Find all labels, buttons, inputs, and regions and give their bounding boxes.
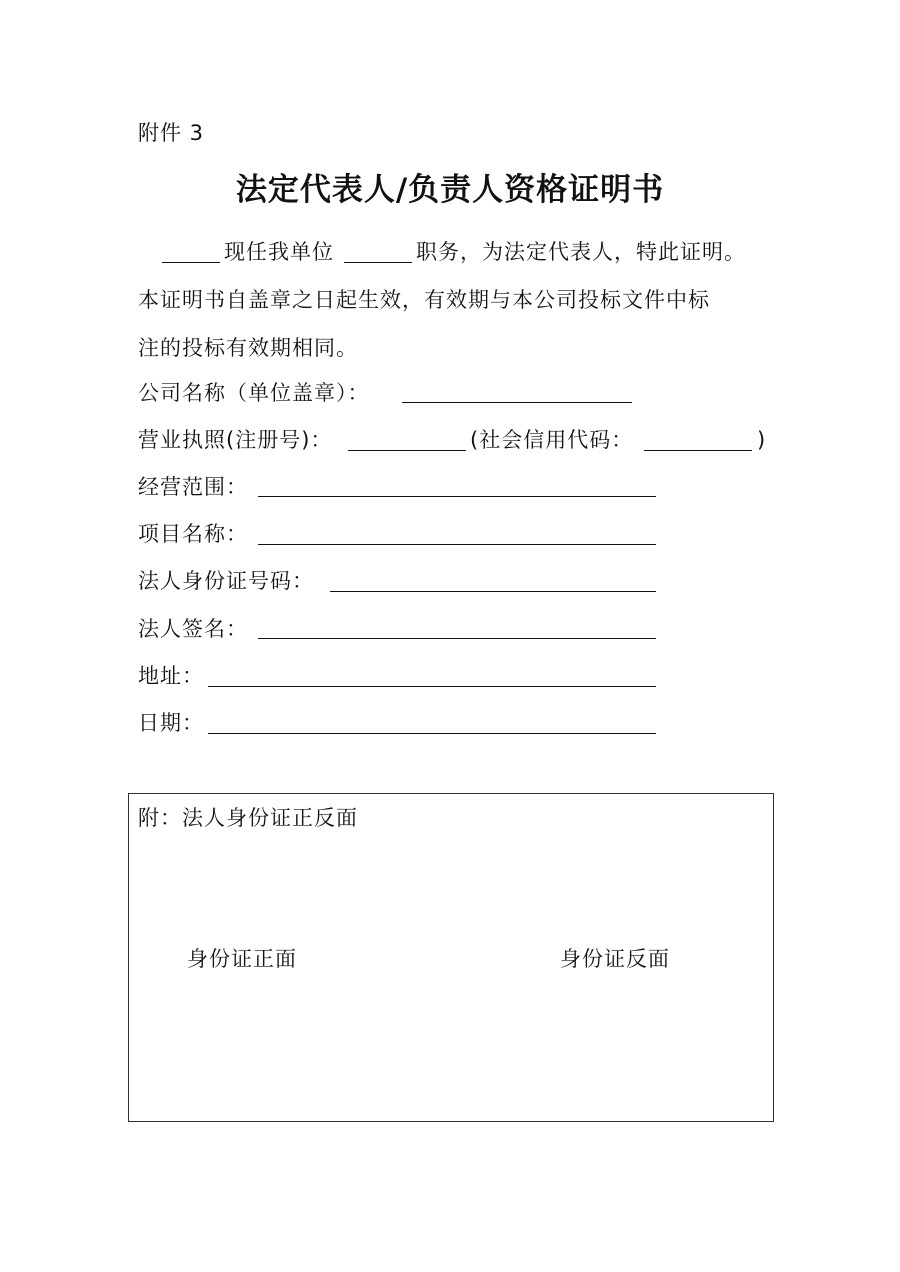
company-name-label: 公司名称（单位盖章）： — [138, 381, 370, 405]
signature-label: 法人签名： — [138, 617, 248, 641]
id-back-label: 身份证反面 — [560, 947, 670, 971]
business-license-label: 营业执照(注册号)： — [138, 428, 333, 452]
position-blank-line — [344, 262, 412, 263]
date-label: 日期： — [138, 711, 204, 735]
business-scope-line — [258, 496, 656, 497]
credit-code-line — [644, 450, 752, 451]
statement-line1-part2: 职务，为法定代表人，特此证明。 — [416, 240, 746, 264]
attachment-label: 附件 3 — [138, 121, 205, 145]
credit-code-label: (社会信用代码： — [470, 428, 634, 452]
project-name-line — [258, 544, 656, 545]
statement-line3: 注的投标有效期相同。 — [138, 336, 358, 360]
project-name-label: 项目名称： — [138, 522, 248, 546]
business-scope-label: 经营范围： — [138, 475, 248, 499]
date-line — [208, 733, 656, 734]
statement-line1-part1: 现任我单位 — [224, 240, 334, 264]
signature-line — [258, 638, 656, 639]
legal-rep-id-line — [330, 591, 656, 592]
attachment-box-heading: 附：法人身份证正反面 — [138, 806, 358, 830]
legal-rep-id-label: 法人身份证号码： — [138, 569, 314, 593]
name-blank-line — [162, 262, 220, 263]
address-label: 地址： — [138, 664, 204, 688]
credit-code-close: ) — [757, 428, 767, 452]
id-front-label: 身份证正面 — [187, 947, 297, 971]
company-name-line — [402, 402, 632, 403]
statement-line2: 本证明书自盖章之日起生效，有效期与本公司投标文件中标 — [138, 288, 710, 312]
document-title: 法定代表人/负责人资格证明书 — [235, 172, 665, 208]
address-line — [208, 686, 656, 687]
business-license-line — [348, 450, 466, 451]
